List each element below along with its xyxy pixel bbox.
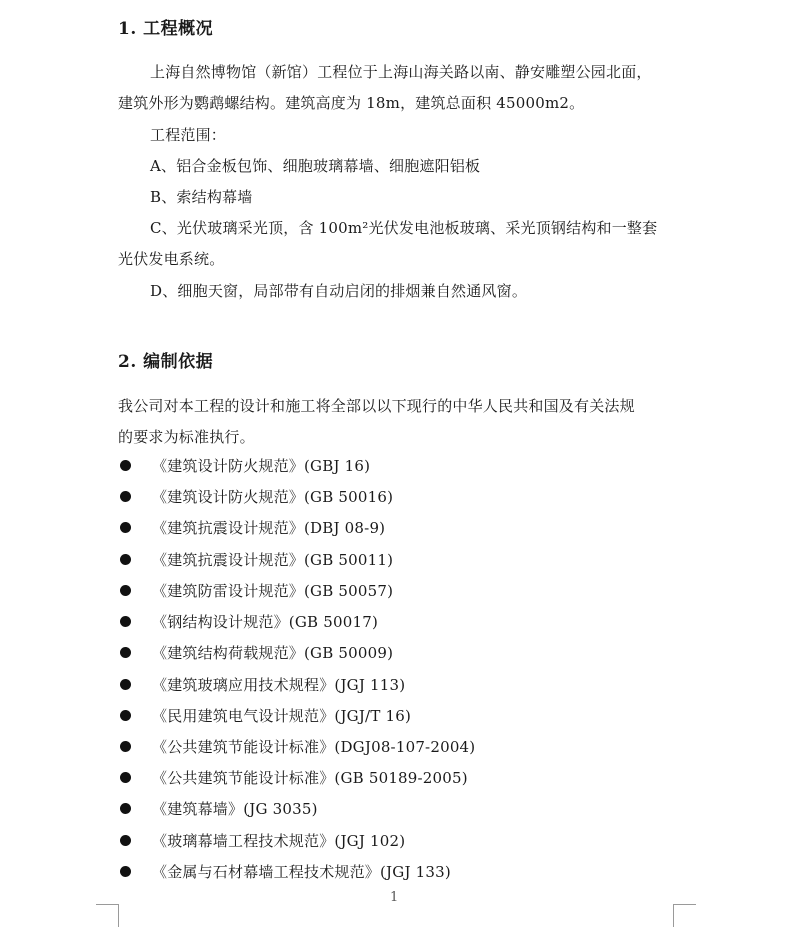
bullet-icon [120, 741, 131, 752]
standard-title: 《钢结构设计规范》(GB 50017) [152, 612, 378, 631]
scope-label: 工程范围： [150, 126, 227, 144]
standard-title: 《公共建筑节能设计标准》(DGJ08-107-2004) [152, 737, 476, 756]
standard-title: 《金属与石材幕墙工程技术规范》(JGJ 133) [152, 862, 451, 881]
standard-list-item [118, 704, 411, 726]
bullet-icon [120, 866, 131, 877]
section-2-heading: 2. 编制依据 [118, 352, 214, 372]
scope-item-d: D、细胞天窗，局部带有自动启闭的排烟兼自然通风窗。 [150, 282, 528, 300]
bullet-icon [120, 679, 131, 690]
margin-corner-mark-right [673, 904, 696, 927]
standard-title: 《玻璃幕墙工程技术规范》(JGJ 102) [152, 831, 406, 850]
standard-list-item [118, 454, 370, 476]
bullet-icon [120, 585, 131, 596]
bullet-icon [120, 616, 131, 627]
standard-list-item [118, 829, 405, 851]
standard-list-item [118, 610, 378, 632]
standard-title: 《建筑设计防火规范》(GBJ 16) [152, 456, 371, 475]
page-number: 1 [390, 890, 399, 905]
bullet-icon [120, 522, 131, 533]
standard-title: 《建筑玻璃应用技术规程》(JGJ 113) [152, 675, 406, 694]
section-1-intro-line-2: 建筑外形为鹦鹉螺结构。建筑高度为 18m，建筑总面积 45000m2。 [118, 94, 585, 112]
standard-list-item [118, 860, 451, 882]
bullet-icon [120, 491, 131, 502]
margin-corner-mark-left [96, 904, 119, 927]
scope-item-b: B、索结构幕墙 [150, 188, 253, 206]
bullet-icon [120, 554, 131, 565]
standard-title: 《建筑结构荷载规范》(GB 50009) [152, 643, 394, 662]
section-1-heading: 1. 工程概况 [118, 19, 214, 39]
scope-item-c-line-1: C、光伏玻璃采光顶，含 100m²光伏发电池板玻璃、采光顶钢结构和一整套 [150, 219, 658, 237]
standard-title: 《民用建筑电气设计规范》(JGJ/T 16) [152, 706, 412, 725]
standard-list-item [118, 579, 393, 601]
section-1-intro-line-1: 上海自然博物馆（新馆）工程位于上海山海关路以南、静安雕塑公园北面， [150, 63, 652, 81]
standard-title: 《建筑设计防火规范》(GB 50016) [152, 487, 394, 506]
bullet-icon [120, 460, 131, 471]
bullet-icon [120, 835, 131, 846]
standard-title: 《建筑幕墙》(JG 3035) [152, 799, 318, 818]
standard-title: 《建筑防雷设计规范》(GB 50057) [152, 581, 394, 600]
section-2-intro-line-2: 的要求为标准执行。 [118, 428, 255, 446]
standard-list-item [118, 516, 385, 538]
standard-list-item [118, 766, 468, 788]
scope-item-c-line-2: 光伏发电系统。 [118, 250, 225, 268]
section-2-intro-line-1: 我公司对本工程的设计和施工将全部以以下现行的中华人民共和国及有关法规 [118, 397, 635, 415]
scope-item-a: A、铝合金板包饰、细胞玻璃幕墙、细胞遮阳铝板 [150, 157, 481, 175]
bullet-icon [120, 710, 131, 721]
standard-list-item [118, 797, 318, 819]
standard-title: 《建筑抗震设计规范》(DBJ 08-9) [152, 518, 386, 537]
standard-list-item [118, 548, 393, 570]
standard-title: 《建筑抗震设计规范》(GB 50011) [152, 550, 394, 569]
standard-list-item [118, 673, 405, 695]
standard-list-item [118, 735, 475, 757]
bullet-icon [120, 772, 131, 783]
bullet-icon [120, 803, 131, 814]
standard-title: 《公共建筑节能设计标准》(GB 50189-2005) [152, 768, 468, 787]
standard-list-item [118, 641, 393, 663]
standard-list-item [118, 485, 393, 507]
bullet-icon [120, 647, 131, 658]
